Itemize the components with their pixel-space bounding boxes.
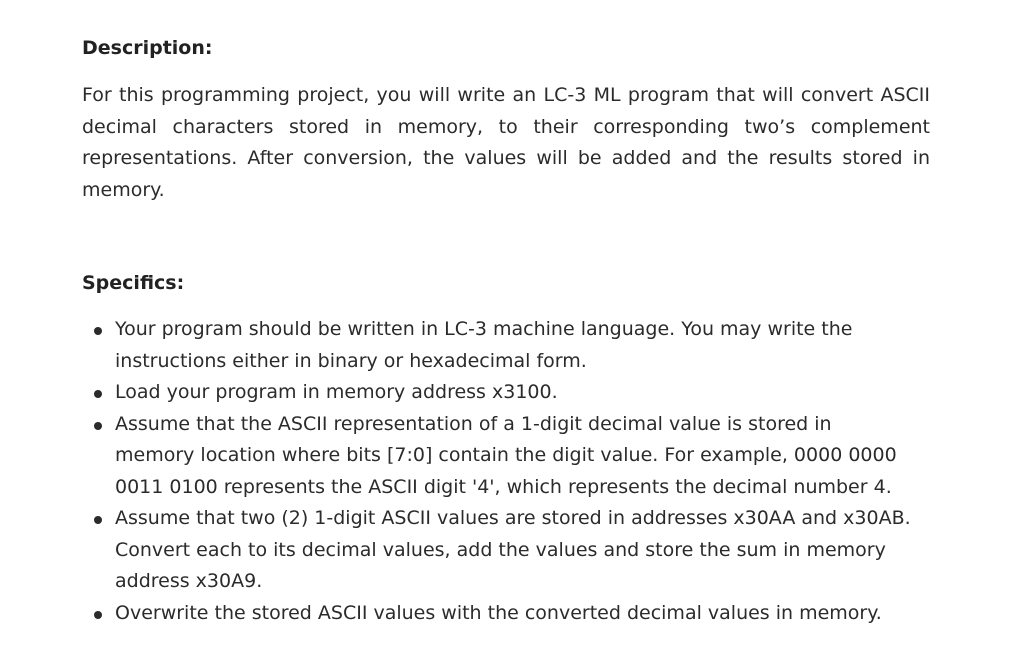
list-item-text: Assume that two (2) 1-digit ASCII values are stored in addresses x30AA and x30AB. Convert each to its decimal values, add the values and store the sum in memory address x30A9. [115, 507, 911, 592]
bullet-icon [94, 516, 102, 524]
specifics-list [82, 314, 912, 629]
list-item [82, 598, 912, 630]
list-item-text: Overwrite the stored ASCII values with the converted decimal values in memory. [115, 601, 882, 624]
bullet-icon [94, 611, 102, 619]
specifics-heading: Specifics: [82, 272, 185, 294]
description-paragraph: For this programming project, you will write an LC-3 ML program that will convert ASCII decimal characters stored in memory, to their corresponding two’s complement representations. After conversion, the values will be added and the results stored in memory. [82, 84, 930, 201]
bullet-icon [94, 422, 102, 430]
list-item-text: Assume that the ASCII representation of a 1-digit decimal value is stored in memory location where bits [7:0] contain the digit value. For example, 0000 0000 0011 0100 represents the ASCII digit '4', which represents the decimal number 4. [115, 412, 897, 498]
description-heading: Description: [82, 37, 213, 59]
bullet-icon [94, 327, 102, 335]
list-item [82, 503, 912, 598]
list-item [82, 377, 912, 409]
bullet-icon [94, 390, 102, 398]
list-item-text: Your program should be written in LC-3 machine language. You may write the instructions either in binary or hexadecimal form. [115, 318, 853, 372]
list-item-text: Load your program in memory address x3100. [115, 381, 558, 403]
list-item [82, 314, 912, 377]
list-item [82, 409, 912, 504]
